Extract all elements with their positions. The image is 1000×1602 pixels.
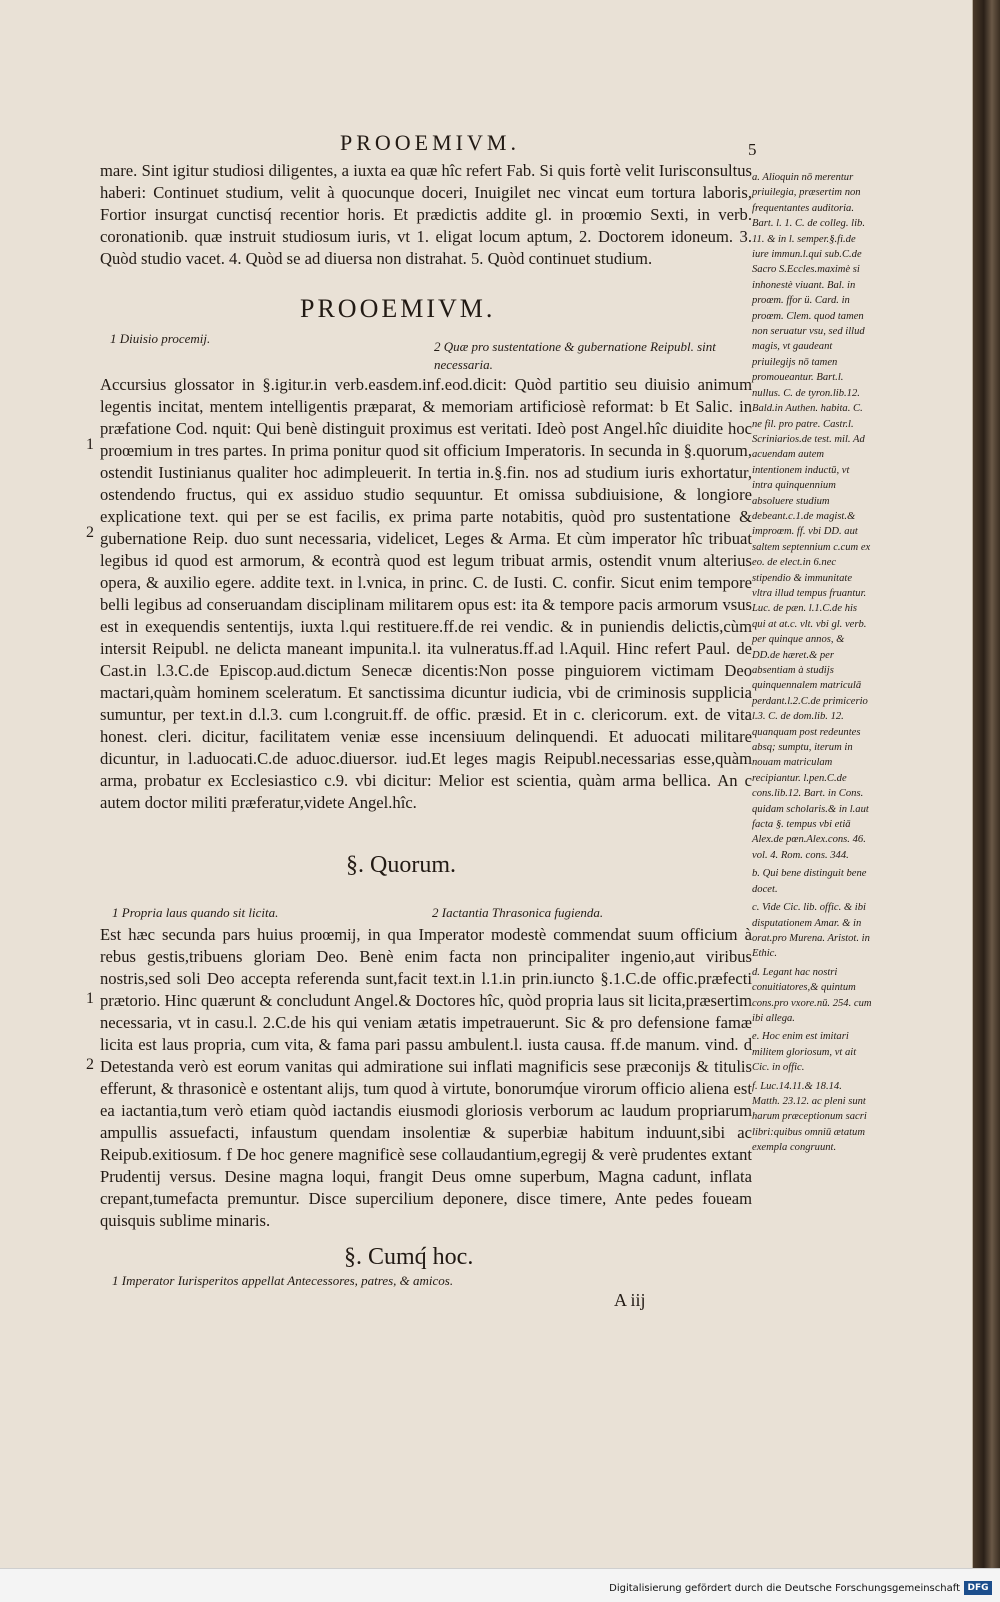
book-spine — [973, 0, 1000, 1568]
line-mark-2: 2 — [86, 524, 94, 541]
margin-note: e. Hoc enim est imitari militem gloriosum, vt ait Cic. in offic. — [752, 1031, 857, 1074]
section1-title: PROOEMIVM. — [300, 294, 496, 323]
section1-body — [100, 374, 752, 814]
page-number: 5 — [748, 140, 757, 159]
intro-paragraph — [100, 160, 752, 270]
signature-mark: A iij — [614, 1290, 646, 1310]
line-mark-1: 1 — [86, 436, 94, 453]
margin-note: f. Luc.14.11.& 18.14. Matth. 23.12. ac pleni sunt harum præceptionum sacri libri:quibus omniū ætatum exempla congruunt. — [752, 1080, 867, 1154]
section1-sub1: 1 Diuisio procemij. — [110, 331, 211, 346]
section2-body — [100, 924, 752, 1232]
section1-sub2: 2 Quæ pro sustentatione & gubernatione Reipubl. sint necessaria. — [434, 339, 716, 372]
section2-paragraph: Est hæc secunda pars huius proœmij, in qua Imperator modestè commendat suum officium à rebus gestis,tribuens gloriam Deo. Benè enim facta non principaliter ingenio,aut viribus nostris,sed soli Deo accepta referenda sunt,facit text.in l.1.in prin.iuncto §.1.C.de offic.præfecti prætorio. Hinc quærunt & concludunt Angel.& Doctores hîc, quòd propria laus sit licita,præsertim necessaria, vt in casu.l. 2.C.de his qui veniam ætatis impetrauerunt. Sic & pro defensione famæ licita est laus propria, cum vita, & fama pari passu ambulent.l. iusta causa. ff.de manum. vind. d Detestanda verò est eorum vanitas qui admiratione sui inflati magnificis sese præconijs & titulis efferunt, & thrasonicè e ostentant alijs, tum quod à virtute, bonorumq́ue virorum officio aliena est ea iactantia,tum verò etiam quòd iactandis eiusmodi gloriosis verborum ac laudum propriarum ampullis assuefacti, infaustum quendam insolentiæ & superbiæ habitum induunt,sibi ac Reipub.exitiosum. f De hoc genere magnificè sese collaudantium,egregij & verè prudentes extant Prudentij versus. Desine magna loqui, frangit Deus omne superbum, Magna cadunt, inflata crepant,tumefacta premuntur. Disce supercilium deponere, disce timere, Ante pedes foueam quisquis sublime minaris. — [100, 925, 752, 1230]
running-head: PROOEMIVM. — [340, 130, 520, 155]
section2-sub2: 2 Iactantia Thrasonica fugienda. — [432, 905, 604, 920]
margin-notes — [752, 170, 872, 1159]
margin-note: a. Alioquin nō merentur priuilegia, præsertim non frequentantes auditoria. Bart. l. 1. C. de colleg. lib. 11. & in l. semper.§.fi.de iure immun.l.qui sub.C.de Sacro S.Eccles.maximè si inhonestè viuant. Bal. in proœm. ffor ü. Card. in proœm. Clem. quod tamen non seruatur vsu, sed illud magis, vt gaudeant priuilegijs nō tamen promoueantur. Bart.l. nullus. C. de tyron.lib.12. Bald.in Authen. habita. C. ne fil. pro patre. Castr.l. Scriniarios.de test. mil. Ad acuendam autem intentionem inductū, vt intra quinquennium absoluere studium debeant.c.1.de magist.& improœm. ff. vbi DD. aut saltem septennium c.cum ex eo. de elect.in 6.nec stipendio & immunitate vltra illud tempus fruantur. Luc. de pæn. l.1.C.de his qui at at.c. vlt. vbi gl. verb. per quinque annos, & DD.de hæret.& per absentiam à studijs quinquennalem matriculā perdant.l.2.C.de primicerio l.3. C. de dom.lib. 12. quanquam post redeuntes absq; sumptu, iterum in nouam matriculam recipiantur. l.pen.C.de cons.lib.12. Bart. in Cons. quidam scholaris.& in l.aut facta §. tempus vbi etiā Alex.de pœn.Alex.cons. 46. vol. 4. Rom. cons. 344. — [752, 172, 871, 861]
section2-sub1: 1 Propria laus quando sit licita. — [112, 905, 279, 920]
section1-paragraph: Accursius glossator in §.igitur.in verb.easdem.inf.eod.dicit: Quòd partitio seu diuisio animum legentis incitat, mentem intelligentis præparat, & memoriam artificiosè reformat: b Et Salic. in præfatione Cod. nquit: Qui benè distinguit proximus est veritati. Ideò post Angel.hîc diuidite hoc proœmium in tres partes. In prima ponitur quod sit officium Imperatoris. In secunda in §.quorum, ostendit Iustinianus qualiter hoc adimpleuerit. In tertia in.§.fin. nos ad studium iuris exhortatur, ostendendo fructus, qui ex assiduo studio sequuntur. Et omissa subdiuisione, & longiore explicatione text. qui per se est facilis, ex prima parte notabitis, quòd pro sustentatione & gubernatione Reip. duo sunt necessaria, videlicet, Leges & Arma. Et cùm imperator hîc tribuat legibus id quod est armorum, & econtrà quod est legum tribuat armis, ostendit vnum alterius opera, & auxilio egere. addite text. in l.vnica, in princ. C. de Iusti. C. confir. Sicut enim tempore belli legibus ad conseruandam disciplinam militarem opus est: ita & tempore pacis armorum vsus est in exequendis sententijs, iuxta l.qui restituere.ff.de rei vendic. & in puniendis delictis,cùm intersit Reipubl. ne delicta maneant impunita.l. ita vulneratus.ff.ad l.Aquil. Hinc refert Paul. de Cast.in l.3.C.de Episcop.aud.dictum Senecæ dicentis:Non posse pinguiorem victimam Deo mactari,quàm hominem sceleratum. Et sanctissima dicuntur iudicia, vbi de criminosis supplicia sumuntur, per text.in d.l.3. cum l.congruit.ff. de offic. præsid. Et in c. clericorum. ext. de vita honest. cleri. dicitur, facilitatem veniæ esse incensiuum delinquendi. Et aduocati militare dicuntur, in l.aduocati.C.de aduoc.diuersor. iud.Et leges magis Reipubl.necessarias esse,quàm arma, probatur ex Ecclesiastico c.9. vbi dicitur: Melior est scientia, quàm arma bellica. An c autem doctor militi præferatur,videte Angel.hîc. — [100, 375, 752, 812]
line-mark-4: 2 — [86, 1056, 94, 1073]
margin-note: b. Qui bene distinguit bene docet. — [752, 868, 867, 895]
margin-note: d. Legant hac nostri conuitiatores,& quintum cons.pro vxore.nū. 254. cum ibi allega. — [752, 966, 872, 1024]
section3-sub1: 1 Imperator Iurisperitos appellat Antecessores, patres, & amicos. — [112, 1273, 454, 1288]
dfg-logo: DFG — [964, 1581, 992, 1595]
margin-note: c. Vide Cic. lib. offic. & ibi disputationem Amar. & in orat.pro Murena. Aristot. in Ethic. — [752, 902, 870, 960]
line-mark-3: 1 — [86, 990, 94, 1007]
section2-title: §. Quorum. — [346, 852, 456, 878]
section3-title: §. Cumq́ hoc. — [344, 1244, 474, 1270]
intro-text: mare. Sint igitur studiosi diligentes, a iuxta ea quæ hîc refert Fab. Si quis fortè velit Iurisconsultus haberi: Continuet studium, velit à quocunque doceri, Inuigilet nec vincat eum tortura laboris, Fortior insurgat cunctisq́ recentior horis. Et prædictis addite gl. in proœmio Sexti, in verb. coronationib. quæ instruit studiosum iuris, vt 1. eligat locum aptum, 2. Doctorem idoneum. 3. Quòd studio vacet. 4. Quòd se ad diuersa non distrahat. 5. Quòd continuet studium. — [100, 161, 752, 268]
footer-credit: Digitalisierung gefördert durch die Deutsche Forschungsgemeinschaft — [609, 1583, 960, 1594]
